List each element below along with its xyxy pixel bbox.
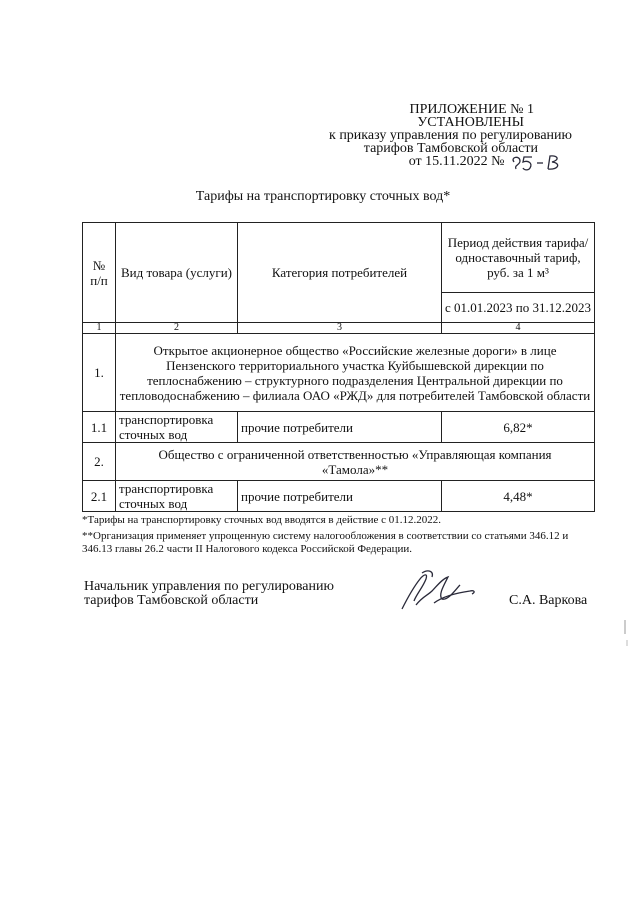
header-num: № п/п bbox=[83, 223, 116, 323]
approved-label: УСТАНОВЛЕНЫ bbox=[417, 115, 524, 130]
table-row bbox=[83, 481, 595, 512]
scan-artifact bbox=[626, 640, 628, 646]
row-tariff-value: 6,82* bbox=[442, 412, 595, 443]
appendix-header bbox=[329, 103, 572, 169]
org-row-1 bbox=[83, 334, 595, 412]
tariff-table bbox=[82, 222, 595, 512]
header-product: Вид товара (услуги) bbox=[116, 223, 238, 323]
table-row bbox=[83, 412, 595, 443]
row-category: прочие потребители bbox=[238, 412, 442, 443]
footnote-1: *Тарифы на транспортировку сточных вод вводятся в действие с 01.12.2022. bbox=[82, 514, 442, 526]
appendix-title: ПРИЛОЖЕНИЕ № 1 bbox=[409, 102, 534, 117]
row-number: 2.1 bbox=[83, 481, 116, 512]
column-number: 4 bbox=[442, 323, 595, 334]
footnote-2: **Организация применяет упрощенную систему налогообложения в соответствии со статьями 346.12 и 346.13 главы 26.2 части II Налогового кодекса Российской Федерации. bbox=[82, 530, 569, 555]
org-name: Общество с ограниченной ответственностью «Управляющая компания «Тамола»** bbox=[116, 443, 595, 481]
row-product: транспортировка сточных вод bbox=[116, 481, 238, 512]
signatory-position-line2: тарифов Тамбовской области bbox=[84, 593, 259, 608]
row-number: 1.1 bbox=[83, 412, 116, 443]
order-reference: к приказу управления по регулированию bbox=[329, 128, 572, 143]
table-header-row bbox=[83, 223, 595, 293]
header-category: Категория потребителей bbox=[238, 223, 442, 323]
signatory-position-line1: Начальник управления по регулированию bbox=[84, 579, 334, 594]
scan-artifact bbox=[624, 620, 626, 634]
column-number: 3 bbox=[238, 323, 442, 334]
column-number: 1 bbox=[83, 323, 116, 334]
authority-name: тарифов Тамбовской области bbox=[363, 141, 538, 156]
column-number: 2 bbox=[116, 323, 238, 334]
row-category: прочие потребители bbox=[238, 481, 442, 512]
footnotes bbox=[82, 514, 596, 556]
order-date-line bbox=[329, 155, 566, 169]
signatory-position bbox=[84, 580, 334, 608]
row-tariff-value: 4,48* bbox=[442, 481, 595, 512]
order-date: от 15.11.2022 № bbox=[408, 154, 505, 170]
column-numbers-row bbox=[83, 323, 595, 334]
document-title: Тарифы на транспортировку сточных вод* bbox=[195, 189, 451, 204]
org-name: Открытое акционерное общество «Российские железные дороги» в лице Пензенского территориального участка Куйбышевской дирекции по теплоснабжению – структурного подразделения Центральной дирекции по тепловодоснабжению – филиала ОАО «РЖД» для потребителей Тамбовской области bbox=[116, 334, 595, 412]
header-period: Период действия тарифа/одноставочный тариф, руб. за 1 м³ bbox=[442, 223, 595, 293]
handwritten-order-number bbox=[508, 155, 566, 169]
org-row-2 bbox=[83, 443, 595, 481]
header-period-dates: с 01.01.2023 по 31.12.2023 bbox=[442, 293, 595, 323]
signatory-name: С.А. Варкова bbox=[509, 593, 588, 608]
handwritten-signature bbox=[398, 565, 480, 620]
org-number: 1. bbox=[83, 334, 116, 412]
row-product: транспортировка сточных вод bbox=[116, 412, 238, 443]
org-number: 2. bbox=[83, 443, 116, 481]
